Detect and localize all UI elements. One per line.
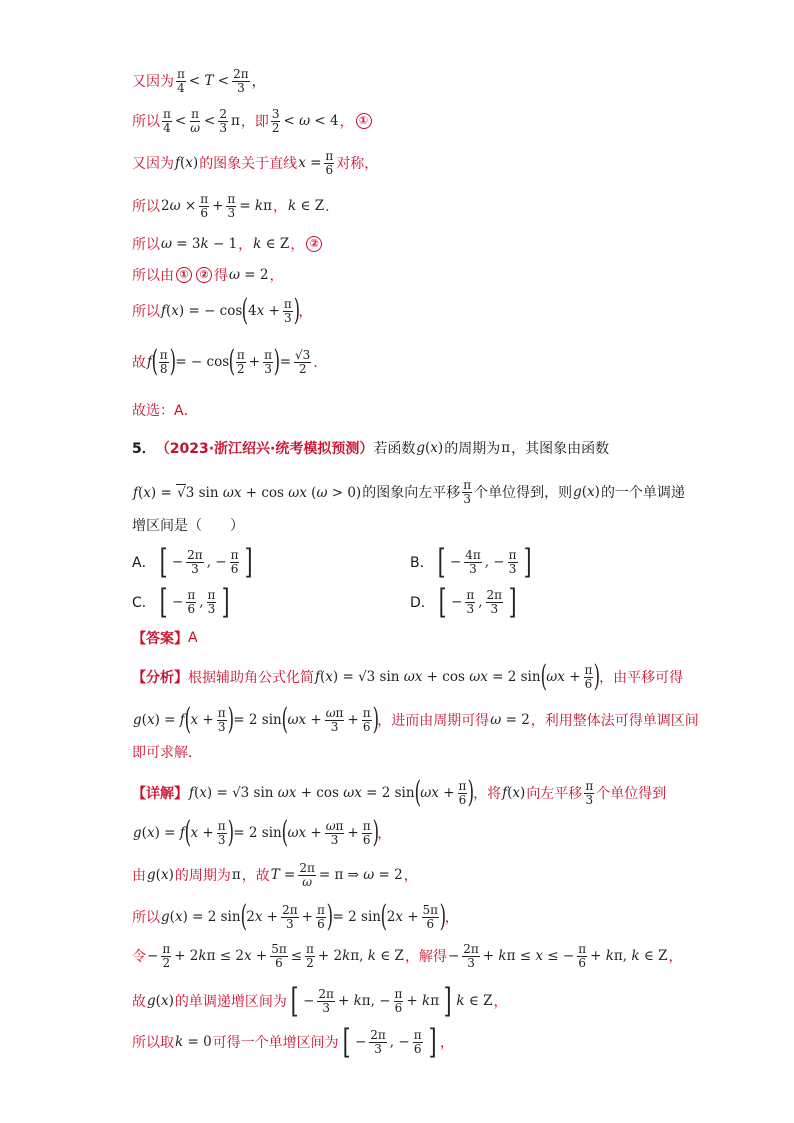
text-span: 对称， [336, 156, 379, 173]
detail-line-6: 故 g(x) 的单调递增区间为 [ − $\frac{2\pi}{3}$ + kπ, − $\frac{\pi}{6}$ + kπ ] k ∈ Z ， [132, 981, 508, 1021]
text-span: ． [325, 199, 340, 216]
text-span: 的周期为 [174, 868, 231, 885]
circled-number-1: ① [356, 113, 372, 129]
option-b: B． [ − $\frac{4\pi}{3}$ , − $\frac{\pi}{3}$ ] [410, 542, 532, 582]
question-line-3 [132, 515, 244, 535]
solution-line-2: 所以 $\frac{\pi}{4}$ < $\frac{\pi}{\omega}$ < $\frac{2}{3}$ π ，即 $\frac{3}{2}$ < ω < 4 ， ① [132, 108, 374, 134]
text-span: 的单调递增区间为 [174, 994, 287, 1010]
solution-line-5: 所以 ω = 3k − 1 ， k ∈ Z ， ② [132, 234, 324, 254]
text-span: 所以 [132, 910, 160, 926]
text-span: ， [238, 237, 253, 253]
fraction: $\frac{\pi}{8}$ [159, 347, 168, 376]
text-span: 的图象向左平移 [362, 485, 461, 502]
fraction: $\frac{\pi}{4}$ [177, 67, 185, 95]
text-span: 个单位得到 [596, 786, 667, 802]
question-line-1: 5． （2023·浙江绍兴·统考模拟预测） 若函数 g(x) 的周期为 π ，其图象由函数 [132, 440, 610, 457]
detail-line-1: 【详解】 f(x) = √3 sin ωx + cos ωx = 2 sin ( ωx + $\frac{\pi}{6}$ ) ，将 f(x) 向左平移 $\frac{\pi}{3}$ 个单位得到 [132, 775, 667, 810]
solution-line-7: 所以 f(x) = − cos ( 4x + $\frac{\pi}{3}$ ) ， [132, 293, 313, 328]
option-a: A． [ − $\frac{2\pi}{3}$ , − $\frac{\pi}{6}$ ] [132, 542, 254, 582]
text-span: 增区间是（ ） [132, 518, 244, 534]
text-span: ，即 [240, 114, 269, 131]
math-span: < T < [188, 73, 230, 90]
option-label: C． [132, 595, 156, 611]
analysis-line-3 [132, 742, 202, 762]
text-span: ， [272, 199, 287, 216]
question-number: 5． [132, 441, 156, 457]
text-span: ， [251, 74, 266, 91]
text-span: ， [493, 994, 508, 1010]
text-span: ， [668, 949, 683, 966]
text-span: ，故 [241, 868, 270, 885]
fraction: $\frac{√3}{2}$ [295, 347, 311, 376]
text-span: 的图象关于直线 [199, 156, 298, 173]
text-span: 故 [132, 355, 146, 371]
text-span: ， [439, 1035, 454, 1051]
fraction: $\frac{\pi}{2}$ [236, 347, 245, 376]
text-span: 若函数 [373, 441, 416, 457]
text-span: ， [444, 910, 459, 926]
analysis-line-1: 【分析】 根据辅助角公式化简 f(x) = √3 sin ωx + cos ωx = 2 sin ( ωx + $\frac{\pi}{6}$ ) ，由平移可得 [132, 659, 684, 694]
detail-line-7: 所以取 k = 0 可得一个单增区间为 [ − $\frac{2\pi}{3}$ , − $\frac{\pi}{6}$ ] ， [132, 1022, 454, 1062]
text-span: ，由平移可得 [599, 670, 684, 686]
detail-line-3: 由 g(x) 的周期为 π ，故 T = $\frac{2\pi}{\omega}$ = π ⇒ ω = 2 ， [132, 861, 418, 889]
option-c: C． [ − $\frac{\pi}{6}$ , $\frac{\pi}{3}$ ] [132, 582, 231, 622]
option-d: D． [ − $\frac{\pi}{3}$ , $\frac{2\pi}{3}$ ] [410, 582, 517, 622]
answer-label: 【答案】 [132, 631, 188, 647]
text-span: ，利用整体法可得单调区间 [530, 713, 699, 729]
detail-line-5: 令 − $\frac{\pi}{2}$ + 2kπ ≤ 2x + $\frac{5\pi}{6}$ ≤ $\frac{\pi}{2}$ + 2kπ, k ∈ Z ，解得 − $\frac{2\pi}{3}$ + kπ ≤ x ≤ − $\frac{\pi}{6}$ + kπ, k ∈ Z ， [132, 942, 683, 970]
text-span: 所以 [132, 237, 160, 253]
text-span: 所以取 [132, 1035, 174, 1051]
text-span: ，进而由周期可得 [377, 713, 490, 729]
text-span: 得 [214, 268, 228, 284]
text-span: 又因为 [132, 156, 174, 173]
question-source: （2023·浙江绍兴·统考模拟预测） [155, 441, 374, 457]
text-span: ， [377, 826, 392, 842]
text-span: 故选：A． [132, 403, 198, 419]
solution-line-3: 又因为 f(x) 的图象关于直线 x = $\frac{\pi}{6}$ 对称， [132, 149, 379, 177]
text-span: ，解得 [404, 949, 447, 966]
question-line-2: f(x) = √3 sin ωx + cos ωx (ω > 0) 的图象向左平移 $\frac{\pi}{3}$ 个单位得到，则 g(x) 的一个单调递 [133, 478, 685, 506]
text-span: ． [313, 355, 328, 371]
text-span: ， [339, 114, 354, 131]
text-span: 的一个单调递 [600, 485, 685, 502]
text-span: 又因为 [132, 74, 174, 91]
text-span: ，其图象由函数 [511, 441, 610, 457]
circled-number-2: ② [196, 267, 212, 283]
answer-line [132, 628, 198, 648]
fraction: $\frac{\pi}{3}$ [463, 478, 472, 506]
option-label: B． [410, 555, 434, 571]
detail-label: 【详解】 [132, 786, 188, 802]
text-span: 个单位得到，则 [474, 485, 573, 502]
text-span: 的周期为 [444, 441, 501, 457]
fraction: $\frac{\pi}{6}$ [325, 149, 334, 177]
text-span: ，将 [473, 786, 502, 802]
solution-line-1 [132, 68, 266, 94]
circled-number-1: ① [176, 267, 192, 283]
detail-line-4: 所以 g(x) = 2 sin ( 2x + $\frac{2\pi}{3}$ + $\frac{\pi}{6}$ ) = 2 sin ( 2x + $\frac{5\pi}{6}$ ) ， [132, 899, 459, 934]
fraction: $\frac{\pi}{4}$ [163, 107, 171, 135]
text-span: 根据辅助角公式化简 [188, 670, 314, 686]
text-span: 由 [132, 868, 146, 885]
text-span: ， [403, 868, 418, 885]
text-span: 所以由 [132, 268, 174, 284]
option-label: D． [410, 595, 435, 611]
analysis-label: 【分析】 [132, 670, 188, 686]
detail-line-2: g(x) = f ( x + $\frac{\pi}{3}$ ) = 2 sin ( ωx + $\frac{\omega\pi}{3}$ + $\frac{\pi}{6}$ ) ， [133, 815, 392, 850]
text-span: 所以 [132, 199, 160, 216]
fraction: $\frac{3}{2}$ [271, 107, 280, 135]
solution-line-6: 所以由 ① ② 得 ω = 2 ， [132, 267, 284, 284]
fraction: $\frac{\pi}{3}$ [264, 347, 272, 376]
text-span: 可得一个单增区间为 [212, 1035, 339, 1051]
solution-line-4: 所以 2ω × $\frac{\pi}{6}$ + $\frac{\pi}{3}$ = kπ ， k ∈ Z ． [132, 192, 340, 220]
fraction: $\frac{\pi}{3}$ [227, 192, 236, 220]
text-span: 向左平移 [526, 786, 583, 802]
text-span: ， [290, 237, 305, 253]
answer-value: A [188, 630, 198, 646]
text-span: ， [269, 268, 284, 284]
fraction: $\frac{2}{3}$ [219, 107, 227, 135]
fraction: $\frac{\pi}{3}$ [283, 296, 292, 325]
option-label: A． [132, 555, 156, 571]
text-span: 所以 [132, 304, 160, 320]
text-span: ， [298, 304, 313, 320]
solution-line-8: 故 f ( $\frac{\pi}{8}$ ) = − cos ( $\frac{\pi}{2}$ + $\frac{\pi}{3}$ ) = $\frac{√3}{2}$ ． [132, 344, 328, 379]
circled-number-2: ② [306, 236, 322, 252]
fraction: $\frac{2\pi}{3}$ [233, 67, 249, 95]
text-span: 即可求解． [132, 745, 202, 761]
text-span: 所以 [132, 114, 160, 131]
text-span: 令 [132, 949, 146, 966]
fraction: $\frac{\pi}{\omega}$ [190, 107, 200, 135]
text-span: 故 [132, 994, 146, 1010]
analysis-line-2: g(x) = f ( x + $\frac{\pi}{3}$ ) = 2 sin ( ωx + $\frac{\omega\pi}{3}$ + $\frac{\pi}{6}$ ) ，进而由周期可得 ω = 2 ，利用整体法可得单调区间 [133, 702, 699, 737]
fraction: $\frac{\pi}{6}$ [200, 192, 209, 220]
solution-line-9 [132, 400, 198, 420]
